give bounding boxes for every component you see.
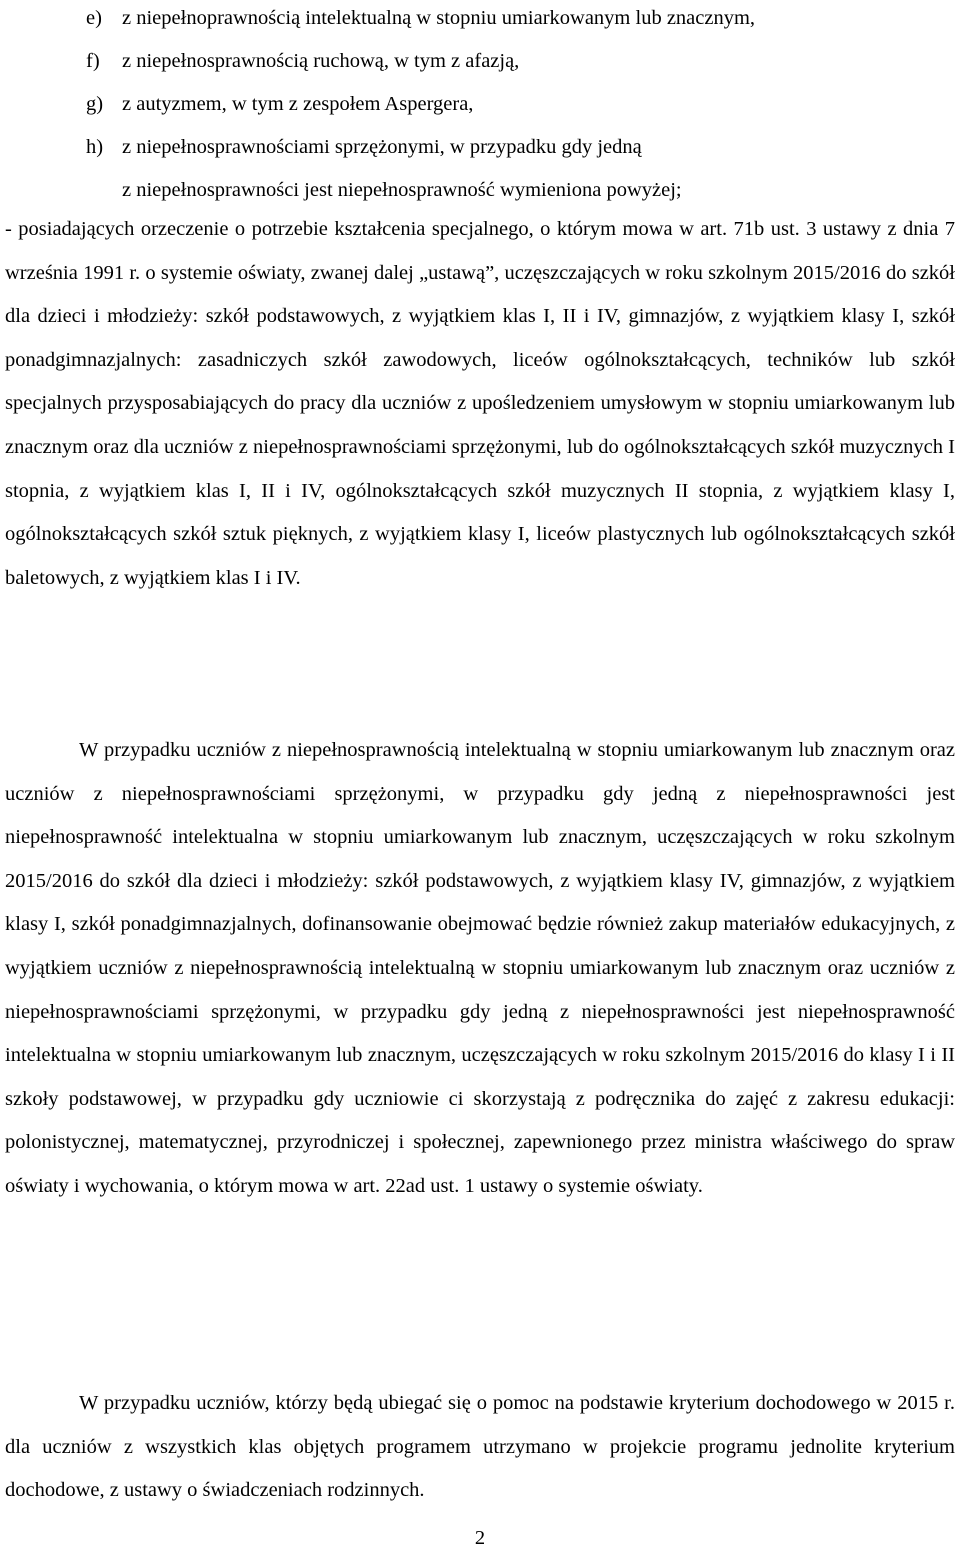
list-item-h-continuation: z niepełnosprawności jest niepełnosprawność wymieniona powyżej; [122,179,682,201]
list-item-f [86,40,519,83]
paragraph-income-criterion: W przypadku uczniów, którzy będą ubiegać się o pomoc na podstawie kryterium dochodowego w 2015 r. dla uczniów z wszystkich klas objętych programem utrzymano w projekcie programu jednolite kryterium dochodowe, z ustawy o świadczeniach rodzinnych. [5,1392,955,1502]
list-label: g) [86,93,104,115]
list-item-g [86,83,473,126]
list-label: h) [86,136,104,158]
list-text: z niepełnosprawnością ruchową, w tym z afazją, [122,50,520,72]
list-item-e [86,0,755,40]
list-text: z niepełnosprawnościami sprzężonymi, w przypadku gdy jedną [122,136,642,158]
list-item-h [86,126,642,169]
paragraph-intellectual-disability: W przypadku uczniów z niepełnosprawnością intelektualną w stopniu umiarkowanym lub znacznym oraz uczniów z niepełnosprawnościami sprzężonymi, w przypadku gdy jedną z niepełnosprawności jest niepełnosprawność intelektualna w stopniu umiarkowanym lub znacznym, uczęszczających w roku szkolnym 2015/2016 do szkół dla dzieci i młodzieży: szkół podstawowych, z wyjątkiem klasy IV, gimnazjów, z wyjątkiem klasy I, szkół ponadgimnazjalnych, dofinansowanie obejmować będzie również zakup materiałów edukacyjnych, z wyjątkiem uczniów z niepełnosprawnością intelektualną w stopniu umiarkowanym lub znacznym oraz uczniów z niepełnosprawnościami sprzężonymi, w przypadku gdy jedną z niepełnosprawności jest niepełnosprawność intelektualna w stopniu umiarkowanym lub znacznym, uczęszczających w roku szkolnym 2015/2016 do klasy I i II szkoły podstawowej, w przypadku gdy uczniowie ci skorzystają z podręcznika do zajęć z zakresu edukacji: polonistycznej, matematycznej, przyrodniczej i społecznej, zapewnionego przez ministra właściwego do spraw oświaty i wychowania, o którym mowa w art. 22ad ust. 1 ustawy o systemie oświaty. [5,739,955,1197]
page-number: 2 [474,1527,486,1549]
list-label: f) [86,50,100,72]
paragraph-eligibility: - posiadających orzeczenie o potrzebie kształcenia specjalnego, o którym mowa w art. 71b ust. 3 ustawy z dnia 7 września 1991 r. o systemie oświaty, zwanej dalej „ustawą”, uczęszczających w roku szkolnym 2015/2016 do szkół dla dzieci i młodzieży: szkół podstawowych, z wyjątkiem klas I, II i IV, gimnazjów, z wyjątkiem klasy I, szkół ponadgimnazjalnych: zasadniczych szkół zawodowych, liceów ogólnokształcących, techników lub szkół specjalnych przysposabiających do pracy dla uczniów z upośledzeniem umysłowym w stopniu umiarkowanym lub znacznym oraz dla uczniów z niepełnosprawnościami sprzężonymi, lub do ogólnokształcących szkół muzycznych I stopnia, z wyjątkiem klas I, II i IV, ogólnokształcących szkół muzycznych II stopnia, z wyjątkiem klasy I, ogólnokształcących szkół sztuk pięknych, z wyjątkiem klasy I, liceów plastycznych lub ogólnokształcących szkół baletowych, z wyjątkiem klas I i IV. [5,218,955,589]
list-label: e) [86,7,102,29]
list-text: z autyzmem, w tym z zespołem Aspergera, [122,93,474,115]
list-text: z niepełnoprawnością intelektualną w stopniu umiarkowanym lub znacznym, [122,7,756,29]
